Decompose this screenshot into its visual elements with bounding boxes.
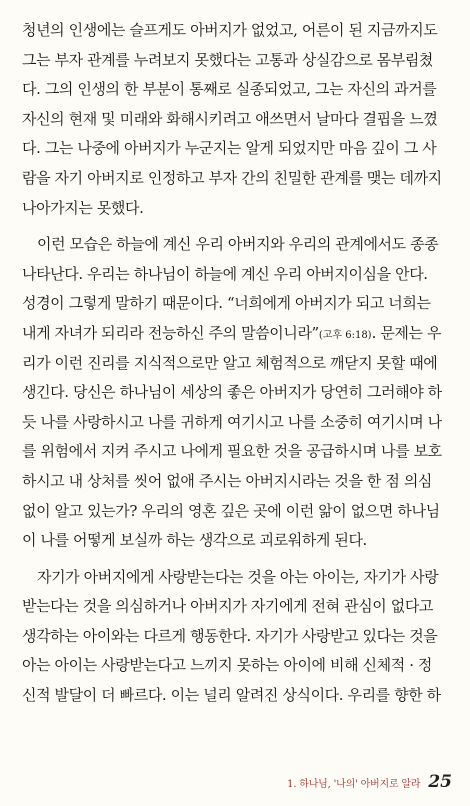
text-line: 이런 모습은 하늘에 계신 우리 아버지와 우리의 관계에서도 종종 (37, 235, 439, 254)
text-line: 자신의 현재 및 미래와 화해시키려고 애쓰면서 날마다 결핍을 느꼈 (22, 109, 438, 128)
text-line: 자기가 아버지에게 사랑받는다는 것을 아는 아이는, 자기가 사랑 (37, 567, 439, 586)
text-line: 를 위험에서 지켜 주시고 나에게 필요한 것을 공급하시며 나를 보호 (22, 442, 442, 461)
text-line: 람을 자기 아버지로 인정하고 부자 간의 친밀한 관계를 맺는 데까지 (22, 168, 442, 187)
text-line: 하시고 내 상처를 씻어 없애 주시는 아버지시라는 것을 한 점 의심 (22, 471, 433, 490)
book-page (22, 16, 452, 711)
quote-tail: . 문제는 우 (371, 323, 442, 342)
scripture-citation: (고후 6:18) (318, 329, 372, 341)
text-line-with-citation (22, 319, 452, 349)
text-line: 생긴다. 당신은 하나님이 세상의 좋은 아버지가 당연히 그러해야 하 (22, 383, 442, 402)
running-footer-chapter-title: 1. 하나님, '나의' 아버지로 알라 (287, 779, 421, 790)
text-line: 이 나를 어떻게 보실까 하는 생각으로 괴로워하게 된다. (22, 531, 367, 550)
paragraph-1 (22, 16, 452, 223)
text-line: 그는 부자 관계를 누려보지 못했다는 고통과 상실감으로 몸부림쳤 (22, 50, 434, 69)
text-line: 없이 알고 있는가? 우리의 영혼 깊은 곳에 이런 앎이 없으면 하나님 (22, 501, 440, 520)
text-line: 듯 나를 사랑하시고 나를 귀하게 여기시고 나를 소중히 여기시며 나 (22, 412, 442, 431)
text-line: 신적 발달이 더 빠르다. 이는 널리 알려진 상식이다. 우리를 향한 하 (22, 686, 441, 705)
text-line: 성경이 그렇게 말하기 때문이다. “너희에게 아버지가 되고 너희는 (22, 294, 431, 313)
text-line: 아는 아이는 사랑받는다고 느끼지 못하는 아이에 비해 신체적 · 정 (22, 656, 433, 675)
paragraph-3 (22, 563, 452, 711)
page-number: 25 (428, 772, 452, 792)
paragraph-2 (22, 230, 452, 556)
text-line: 청년의 인생에는 슬프게도 아버지가 없었고, 어른이 된 지금까지도 (22, 21, 438, 39)
page-footer (287, 772, 452, 792)
text-line: 나타난다. 우리는 하나님이 하늘에 계신 우리 아버지이심을 안다. (22, 264, 428, 283)
text-line: 다. 그의 인생의 한 부분이 통째로 실종되었고, 그는 자신의 과거를 (22, 80, 437, 99)
quote-text: 내게 자녀가 되리라 전능하신 주의 말씀이니라” (22, 323, 319, 342)
text-line: 받는다는 것을 의심하거나 아버지가 자기에게 전혀 관심이 없다고 (22, 597, 434, 616)
text-line: 나아가지는 못했다. (22, 198, 144, 217)
text-line: 리가 이런 진리를 지식적으로만 알고 체험적으로 깨닫지 못할 때에 (22, 353, 438, 372)
text-line: 생각하는 아이와는 다르게 행동한다. 자기가 사랑받고 있다는 것을 (22, 626, 438, 645)
text-line: 다. 그는 나중에 아버지가 누군지는 알게 되었지만 마음 깊이 그 사 (22, 139, 437, 158)
